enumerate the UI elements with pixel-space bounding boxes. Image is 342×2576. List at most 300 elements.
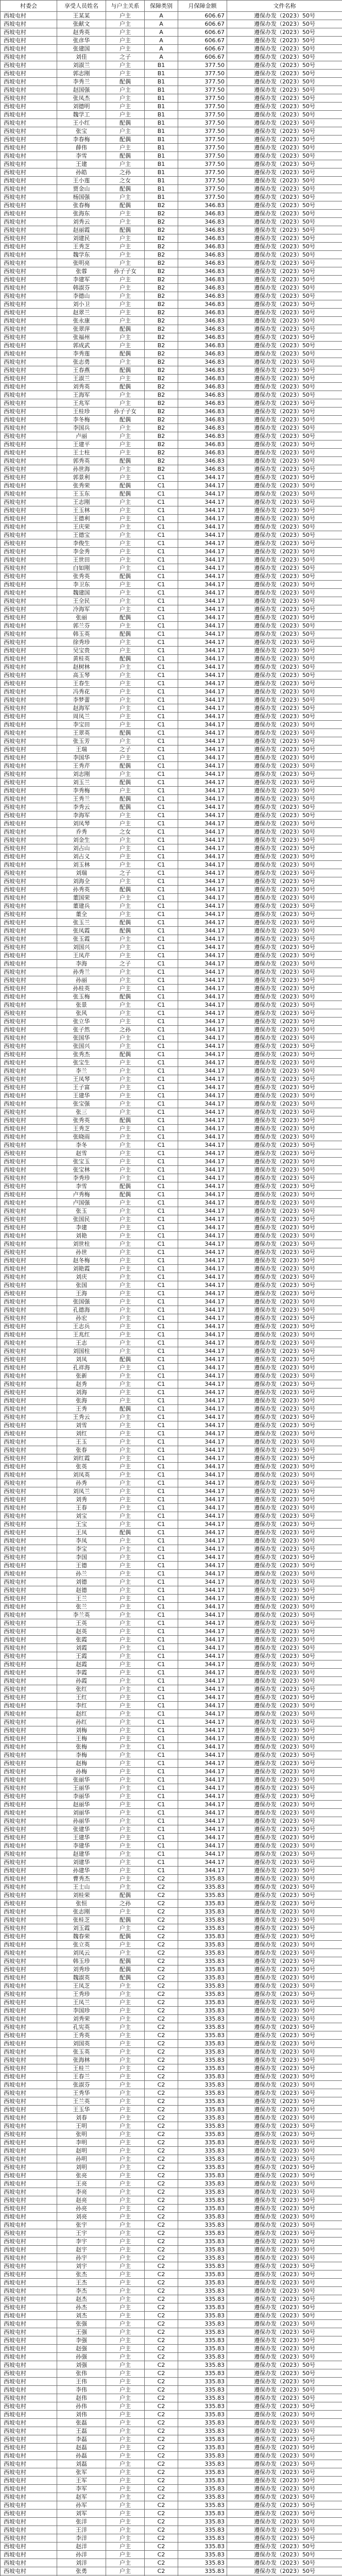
cell-amount: 335.83 (178, 2007, 227, 2015)
cell-category: C1 (145, 671, 178, 680)
cell-relation: 户主 (106, 2040, 145, 2048)
cell-village: 西坡屯村 (1, 2254, 57, 2262)
cell-category: C1 (145, 894, 178, 902)
cell-name: 孙皓 (57, 168, 106, 177)
cell-amount: 344.17 (178, 1125, 227, 1133)
cell-amount: 344.17 (178, 1825, 227, 1834)
cell-document: 遵保办发（2023）50号 (227, 1867, 342, 1875)
cell-village: 西坡屯村 (1, 2444, 57, 2452)
cell-category: C1 (145, 960, 178, 968)
cell-relation: 配偶 (106, 78, 145, 86)
cell-relation: 户主 (106, 2279, 145, 2287)
cell-amount: 344.17 (178, 548, 227, 556)
cell-document: 遵保办发（2023）50号 (227, 391, 342, 399)
cell-relation: 户主 (106, 976, 145, 985)
cell-relation: 户主 (106, 1092, 145, 1100)
table-row (1, 680, 342, 688)
cell-village: 西坡屯村 (1, 2518, 57, 2526)
cell-document: 遵保办发（2023）50号 (227, 2270, 342, 2279)
cell-document: 遵保办发（2023）50号 (227, 1735, 342, 1743)
cell-name: 冷海军 (57, 605, 106, 614)
table-row (1, 1174, 342, 1182)
cell-document: 遵保办发（2023）50号 (227, 1603, 342, 1611)
cell-document: 遵保办发（2023）50号 (227, 424, 342, 432)
cell-category: C1 (145, 1050, 178, 1059)
cell-amount: 606.67 (178, 53, 227, 61)
cell-village: 西坡屯村 (1, 2048, 57, 2056)
cell-category: C1 (145, 630, 178, 638)
cell-relation: 户主 (106, 968, 145, 976)
cell-relation: 户主 (106, 1347, 145, 1355)
table-row (1, 2147, 342, 2155)
cell-village: 西坡屯村 (1, 1619, 57, 1628)
cell-category: C1 (145, 523, 178, 531)
cell-village: 西坡屯村 (1, 2238, 57, 2246)
table-row (1, 1998, 342, 2007)
cell-amount: 344.17 (178, 1743, 227, 1751)
cell-amount: 335.83 (178, 1900, 227, 1908)
cell-document: 遵保办发（2023）50号 (227, 523, 342, 531)
cell-name: 王伟 (57, 2378, 106, 2386)
cell-relation: 户主 (106, 1009, 145, 1018)
cell-name: 王兰英 (57, 2097, 106, 2106)
cell-name: 王秀兰 (57, 795, 106, 803)
cell-relation: 户主 (106, 399, 145, 408)
cell-relation: 户主 (106, 333, 145, 342)
cell-document: 遵保办发（2023）50号 (227, 2435, 342, 2444)
cell-name: 王霞 (57, 1652, 106, 1660)
cell-relation: 户主 (106, 1875, 145, 1883)
cell-category: B1 (145, 111, 178, 119)
cell-village: 西坡屯村 (1, 2361, 57, 2369)
cell-document: 遵保办发（2023）50号 (227, 1578, 342, 1586)
cell-name: 王杰 (57, 2279, 106, 2287)
cell-village: 西坡屯村 (1, 1529, 57, 1537)
cell-amount: 344.17 (178, 688, 227, 696)
cell-document: 遵保办发（2023）50号 (227, 515, 342, 523)
cell-amount: 335.83 (178, 1908, 227, 1916)
cell-relation: 户主 (106, 1265, 145, 1273)
cell-category: C1 (145, 1166, 178, 1174)
cell-name: 王翠英 (57, 729, 106, 737)
cell-relation: 户主 (106, 1125, 145, 1133)
cell-name: 孙洋 (57, 2551, 106, 2559)
cell-name: 韩淑芬 (57, 284, 106, 292)
table-row (1, 1941, 342, 1949)
table-row (1, 111, 342, 119)
cell-amount: 344.17 (178, 1166, 227, 1174)
table-row (1, 803, 342, 811)
cell-document: 遵保办发（2023）50号 (227, 1553, 342, 1562)
cell-category: B2 (145, 333, 178, 342)
cell-village: 西坡屯村 (1, 432, 57, 440)
cell-category: C1 (145, 1141, 178, 1149)
cell-amount: 346.83 (178, 292, 227, 300)
cell-category: C2 (145, 2427, 178, 2435)
cell-relation: 户主 (106, 836, 145, 844)
cell-name: 张国 (57, 1281, 106, 1290)
table-row (1, 1759, 342, 1768)
cell-village: 西坡屯村 (1, 2122, 57, 2130)
cell-name: 赵洋 (57, 2543, 106, 2551)
table-row (1, 1628, 342, 1636)
table-row (1, 2510, 342, 2518)
cell-name: 李雪 (57, 152, 106, 160)
cell-village: 西坡屯村 (1, 399, 57, 408)
cell-category: C1 (145, 663, 178, 671)
cell-relation: 户主 (106, 539, 145, 548)
cell-relation: 之子 (106, 745, 145, 754)
cell-document: 遵保办发（2023）50号 (227, 2567, 342, 2575)
cell-village: 西坡屯村 (1, 886, 57, 894)
cell-amount: 344.17 (178, 902, 227, 910)
table-row (1, 2064, 342, 2073)
cell-name: 王庆荣 (57, 523, 106, 531)
cell-amount: 335.83 (178, 2015, 227, 2023)
cell-village: 西坡屯村 (1, 1446, 57, 1454)
cell-relation: 之子 (106, 53, 145, 61)
cell-amount: 335.83 (178, 2023, 227, 2031)
cell-name: 刘艳霞 (57, 1265, 106, 1273)
cell-relation: 户主 (106, 861, 145, 869)
cell-amount: 346.83 (178, 251, 227, 259)
table-row (1, 2007, 342, 2015)
cell-relation: 户主 (106, 2163, 145, 2172)
cell-village: 西坡屯村 (1, 168, 57, 177)
cell-document: 遵保办发（2023）50号 (227, 408, 342, 416)
cell-category: C1 (145, 713, 178, 721)
cell-document: 遵保办发（2023）50号 (227, 1108, 342, 1116)
cell-document: 遵保办发（2023）50号 (227, 2229, 342, 2238)
cell-amount: 344.17 (178, 754, 227, 762)
cell-category: C1 (145, 1471, 178, 1479)
cell-category: C1 (145, 1083, 178, 1092)
cell-document: 遵保办发（2023）50号 (227, 1628, 342, 1636)
cell-document: 遵保办发（2023）50号 (227, 713, 342, 721)
cell-amount: 344.17 (178, 861, 227, 869)
cell-name: 王淑兰 (57, 375, 106, 383)
cell-amount: 346.83 (178, 457, 227, 465)
cell-relation: 户主 (106, 1751, 145, 1759)
table-row (1, 861, 342, 869)
cell-document: 遵保办发（2023）50号 (227, 1265, 342, 1273)
cell-document: 遵保办发（2023）50号 (227, 1957, 342, 1965)
cell-category: C2 (145, 2435, 178, 2444)
cell-name: 李建华 (57, 1842, 106, 1850)
cell-amount: 346.83 (178, 201, 227, 210)
cell-document: 遵保办发（2023）50号 (227, 1965, 342, 1974)
cell-category: C1 (145, 836, 178, 844)
cell-document: 遵保办发（2023）50号 (227, 325, 342, 333)
cell-relation: 户主 (106, 737, 145, 745)
cell-village: 西坡屯村 (1, 1215, 57, 1224)
cell-name: 刘红 (57, 1430, 106, 1438)
cell-category: C1 (145, 1034, 178, 1042)
cell-village: 西坡屯村 (1, 2345, 57, 2353)
cell-amount: 335.83 (178, 2435, 227, 2444)
cell-amount: 344.17 (178, 482, 227, 490)
cell-name: 高玉琴 (57, 671, 106, 680)
cell-relation: 户主 (106, 1586, 145, 1595)
cell-relation: 户主 (106, 1290, 145, 1298)
cell-village: 西坡屯村 (1, 1158, 57, 1166)
cell-document: 遵保办发（2023）50号 (227, 1982, 342, 1990)
cell-document: 遵保办发（2023）50号 (227, 1595, 342, 1603)
cell-category: C1 (145, 1792, 178, 1801)
cell-relation: 户主 (106, 300, 145, 309)
cell-village: 西坡屯村 (1, 1768, 57, 1776)
cell-name: 王玉华 (57, 2106, 106, 2114)
cell-category: C1 (145, 1735, 178, 1743)
table-row (1, 1265, 342, 1273)
cell-category: B1 (145, 144, 178, 152)
cell-village: 西坡屯村 (1, 2163, 57, 2172)
cell-relation: 户主 (106, 721, 145, 729)
cell-document: 遵保办发（2023）50号 (227, 1537, 342, 1545)
cell-name: 王建华 (57, 1834, 106, 1842)
cell-name: 李兰 (57, 1067, 106, 1075)
table-row (1, 1339, 342, 1347)
cell-document: 遵保办发（2023）50号 (227, 284, 342, 292)
cell-name: 张梅 (57, 1743, 106, 1751)
cell-amount: 346.83 (178, 218, 227, 226)
cell-document: 遵保办发（2023）50号 (227, 2172, 342, 2180)
cell-amount: 344.17 (178, 1347, 227, 1355)
table-row (1, 234, 342, 243)
cell-relation: 户主 (106, 1141, 145, 1149)
cell-village: 西坡屯村 (1, 2180, 57, 2188)
cell-name: 王德利 (57, 515, 106, 523)
table-row (1, 787, 342, 795)
table-row (1, 2196, 342, 2205)
cell-relation: 配偶 (106, 185, 145, 193)
cell-amount: 335.83 (178, 2468, 227, 2477)
table-row (1, 927, 342, 935)
cell-document: 遵保办发（2023）50号 (227, 2048, 342, 2056)
cell-amount: 344.17 (178, 1504, 227, 1512)
cell-name: 张兰 (57, 1603, 106, 1611)
cell-village: 西坡屯村 (1, 1974, 57, 1982)
cell-village: 西坡屯村 (1, 2526, 57, 2534)
cell-document: 遵保办发（2023）50号 (227, 432, 342, 440)
cell-name: 王秀芹 (57, 762, 106, 770)
cell-category: B2 (145, 309, 178, 317)
cell-document: 遵保办发（2023）50号 (227, 2345, 342, 2353)
cell-village: 西坡屯村 (1, 985, 57, 993)
cell-document: 遵保办发（2023）50号 (227, 1166, 342, 1174)
cell-document: 遵保办发（2023）50号 (227, 729, 342, 737)
table-row (1, 144, 342, 152)
cell-village: 西坡屯村 (1, 2468, 57, 2477)
table-row (1, 152, 342, 160)
cell-document: 遵保办发（2023）50号 (227, 168, 342, 177)
cell-document: 遵保办发（2023）50号 (227, 210, 342, 218)
table-row (1, 399, 342, 408)
cell-amount: 344.17 (178, 787, 227, 795)
table-row (1, 515, 342, 523)
cell-name: 张春 (57, 1446, 106, 1454)
cell-relation: 户主 (106, 2089, 145, 2097)
cell-village: 西坡屯村 (1, 2097, 57, 2106)
cell-village: 西坡屯村 (1, 1083, 57, 1092)
cell-category: C2 (145, 2320, 178, 2328)
cell-name: 董全 (57, 910, 106, 919)
cell-name: 孙杰 (57, 2303, 106, 2312)
cell-relation: 户主 (106, 1702, 145, 1710)
cell-category: C1 (145, 1842, 178, 1850)
cell-relation: 户主 (106, 1982, 145, 1990)
cell-village: 西坡屯村 (1, 1628, 57, 1636)
table-row (1, 2369, 342, 2378)
cell-village: 西坡屯村 (1, 1718, 57, 1726)
cell-amount: 377.50 (178, 152, 227, 160)
cell-name: 刘桂荣 (57, 1891, 106, 1900)
cell-village: 西坡屯村 (1, 1776, 57, 1784)
cell-village: 西坡屯村 (1, 1685, 57, 1693)
cell-name: 李凤 (57, 1537, 106, 1545)
cell-category: B1 (145, 119, 178, 127)
table-row (1, 1290, 342, 1298)
cell-category: C1 (145, 1388, 178, 1397)
cell-relation: 户主 (106, 1034, 145, 1042)
cell-name: 张宝强 (57, 1100, 106, 1108)
cell-relation: 配偶 (106, 350, 145, 358)
cell-relation: 户主 (106, 2114, 145, 2122)
cell-village: 西坡屯村 (1, 1125, 57, 1133)
table-row (1, 894, 342, 902)
cell-relation: 户主 (106, 1504, 145, 1512)
cell-relation: 户主 (106, 103, 145, 111)
cell-document: 遵保办发（2023）50号 (227, 440, 342, 449)
table-row (1, 375, 342, 383)
cell-category: C2 (145, 2139, 178, 2147)
cell-relation: 户主 (106, 1314, 145, 1323)
cell-document: 遵保办发（2023）50号 (227, 828, 342, 836)
cell-village: 西坡屯村 (1, 1191, 57, 1199)
cell-relation: 配偶 (106, 1916, 145, 1924)
cell-village: 西坡屯村 (1, 1042, 57, 1050)
cell-village: 西坡屯村 (1, 144, 57, 152)
cell-relation: 户主 (106, 1553, 145, 1562)
cell-village: 西坡屯村 (1, 523, 57, 531)
cell-amount: 335.83 (178, 2295, 227, 2303)
cell-name: 孙军 (57, 2501, 106, 2510)
cell-name: 孙世 (57, 1248, 106, 1257)
cell-category: C1 (145, 1108, 178, 1116)
cell-document: 遵保办发（2023）50号 (227, 1520, 342, 1529)
cell-village: 西坡屯村 (1, 2064, 57, 2073)
cell-name: 张英 (57, 1463, 106, 1471)
cell-document: 遵保办发（2023）50号 (227, 993, 342, 1001)
cell-category: C1 (145, 1463, 178, 1471)
table-row (1, 177, 342, 185)
cell-amount: 344.17 (178, 680, 227, 688)
cell-amount: 335.83 (178, 2089, 227, 2097)
cell-amount: 344.17 (178, 1421, 227, 1430)
cell-document: 遵保办发（2023）50号 (227, 70, 342, 78)
table-row (1, 1059, 342, 1067)
cell-category: B1 (145, 160, 178, 168)
table-row (1, 1405, 342, 1413)
cell-category: C1 (145, 1306, 178, 1314)
cell-name: 王志刚 (57, 498, 106, 506)
cell-document: 遵保办发（2023）50号 (227, 2485, 342, 2493)
cell-category: C2 (145, 2056, 178, 2064)
table-row (1, 1487, 342, 1496)
cell-amount: 346.83 (178, 432, 227, 440)
cell-document: 遵保办发（2023）50号 (227, 119, 342, 127)
cell-village: 西坡屯村 (1, 919, 57, 927)
cell-relation: 户主 (106, 127, 145, 135)
cell-village: 西坡屯村 (1, 869, 57, 877)
cell-name: 孙宏 (57, 1314, 106, 1323)
cell-name: 冯秀花 (57, 688, 106, 696)
cell-amount: 346.83 (178, 342, 227, 350)
table-row (1, 1257, 342, 1265)
cell-name: 刘凤 (57, 1355, 106, 1364)
cell-village: 西坡屯村 (1, 2213, 57, 2221)
cell-amount: 344.17 (178, 1174, 227, 1182)
table-row (1, 1281, 342, 1290)
cell-category: C2 (145, 2411, 178, 2419)
cell-category: C1 (145, 1026, 178, 1034)
cell-relation: 户主 (106, 704, 145, 713)
table-row (1, 2320, 342, 2328)
cell-category: C2 (145, 2510, 178, 2518)
cell-village: 西坡屯村 (1, 1372, 57, 1380)
cell-relation: 配偶 (106, 1050, 145, 1059)
cell-village: 西坡屯村 (1, 1957, 57, 1965)
cell-name: 张志勇 (57, 358, 106, 366)
table-row (1, 968, 342, 976)
cell-amount: 344.17 (178, 1042, 227, 1050)
table-row (1, 2336, 342, 2345)
cell-village: 西坡屯村 (1, 853, 57, 861)
cell-category: C2 (145, 2295, 178, 2303)
cell-document: 遵保办发（2023）50号 (227, 482, 342, 490)
cell-amount: 344.17 (178, 1438, 227, 1446)
cell-amount: 335.83 (178, 2205, 227, 2213)
cell-category: C2 (145, 2328, 178, 2336)
cell-document: 遵保办发（2023）50号 (227, 1685, 342, 1693)
cell-village: 西坡屯村 (1, 696, 57, 704)
cell-document: 遵保办发（2023）50号 (227, 647, 342, 655)
cell-village: 西坡屯村 (1, 1059, 57, 1067)
cell-category: C2 (145, 2147, 178, 2155)
table-row (1, 440, 342, 449)
cell-relation: 户主 (106, 2303, 145, 2312)
cell-village: 西坡屯村 (1, 1965, 57, 1974)
cell-village: 西坡屯村 (1, 1941, 57, 1949)
cell-amount: 344.17 (178, 795, 227, 803)
cell-document: 遵保办发（2023）50号 (227, 28, 342, 37)
cell-name: 王子富 (57, 1083, 106, 1092)
cell-amount: 344.17 (178, 1685, 227, 1693)
cell-category: B2 (145, 391, 178, 399)
cell-village: 西坡屯村 (1, 135, 57, 144)
table-row (1, 1949, 342, 1957)
cell-relation: 户主 (106, 1652, 145, 1660)
cell-document: 遵保办发（2023）50号 (227, 1768, 342, 1776)
cell-category: B2 (145, 325, 178, 333)
cell-document: 遵保办发（2023）50号 (227, 1380, 342, 1388)
table-row (1, 2155, 342, 2163)
cell-amount: 344.17 (178, 1339, 227, 1347)
cell-amount: 344.17 (178, 671, 227, 680)
cell-relation: 户主 (106, 787, 145, 795)
cell-relation: 户主 (106, 1817, 145, 1825)
cell-document: 遵保办发（2023）50号 (227, 1479, 342, 1487)
